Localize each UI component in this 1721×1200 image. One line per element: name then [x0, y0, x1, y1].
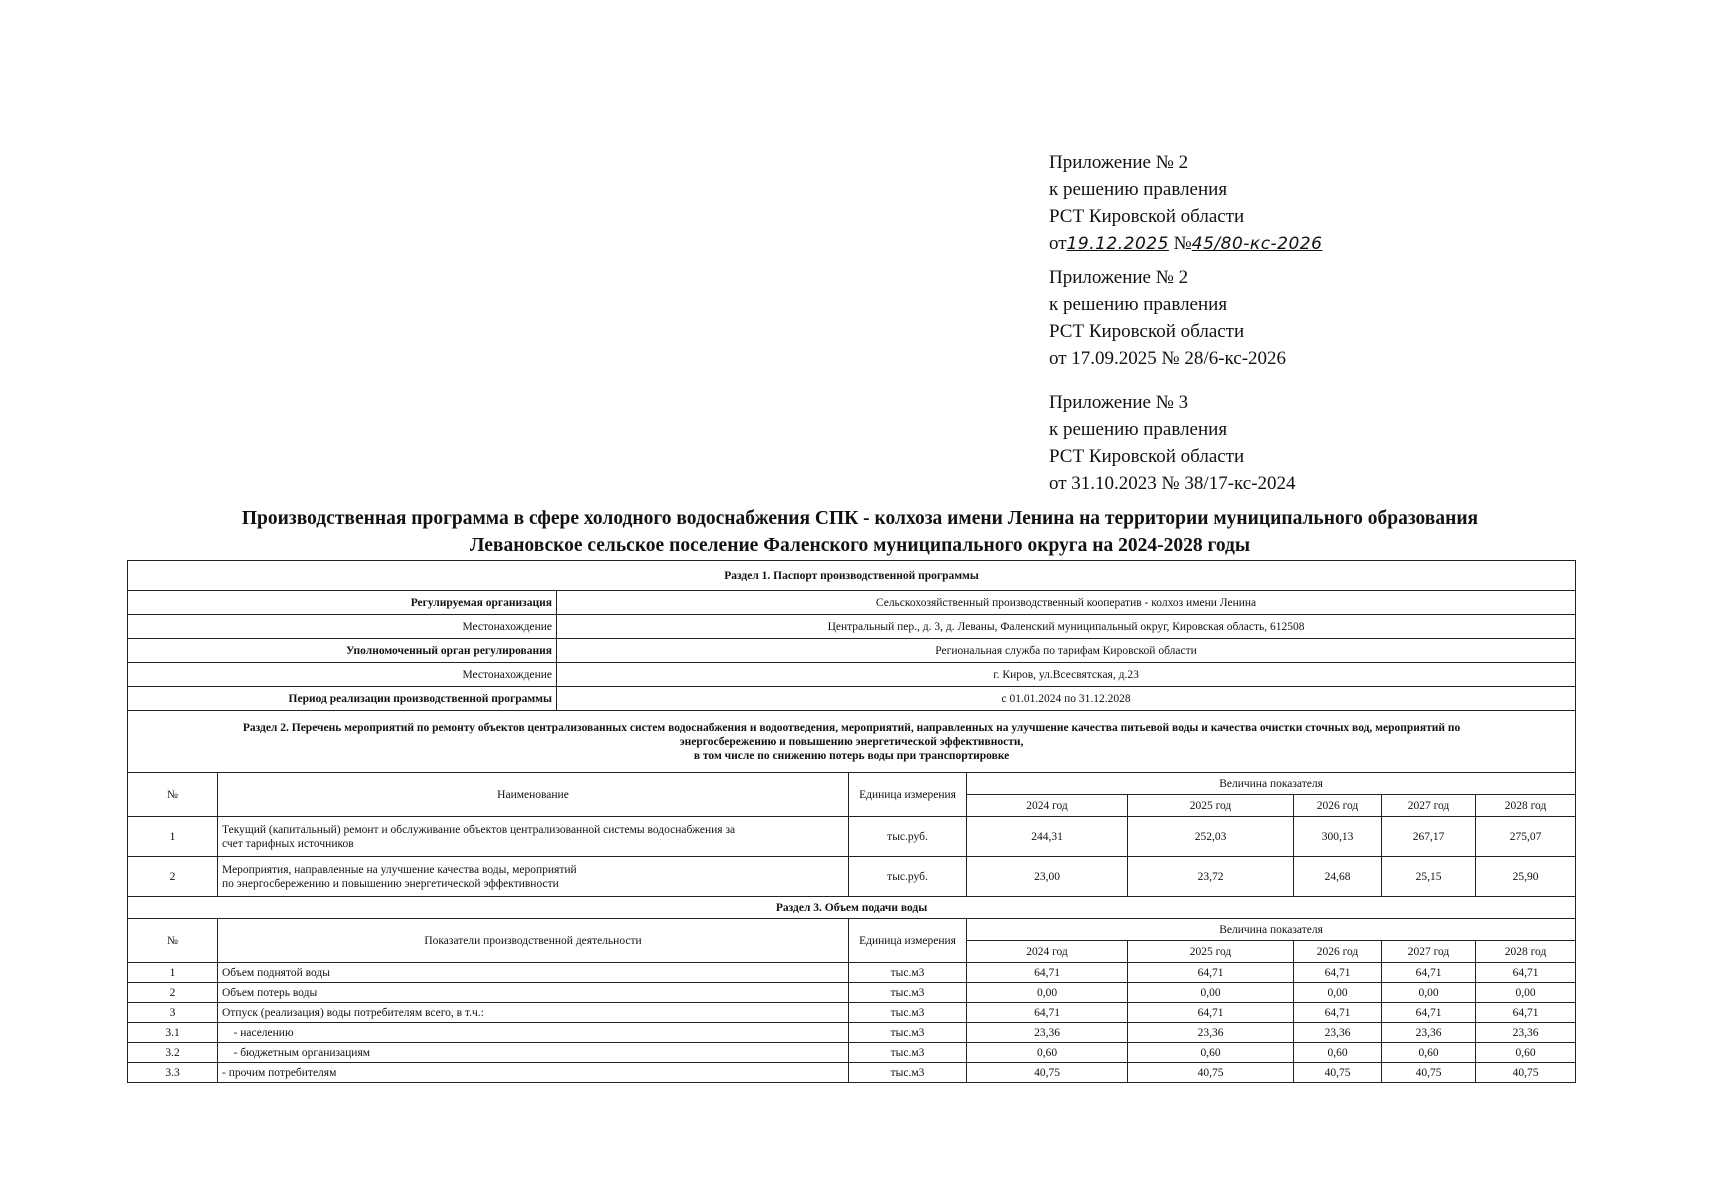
row-name — [218, 857, 849, 897]
row-value: 23,36 — [1476, 1023, 1576, 1043]
row-num: 2 — [128, 857, 218, 897]
row-unit: тыс.м3 — [849, 1023, 967, 1043]
row-value: 64,71 — [1128, 1003, 1294, 1023]
col-header-unit: Единица измерения — [849, 919, 967, 963]
table-row — [128, 983, 1576, 1003]
authority-name: РСТ Кировской области — [1049, 206, 1245, 227]
decision-date-line — [1049, 230, 1322, 258]
row-value: 23,36 — [1382, 1023, 1476, 1043]
authority-name: РСТ Кировской области — [1049, 321, 1245, 342]
row-value: 64,71 — [1476, 1003, 1576, 1023]
row-name-line-1: Текущий (капитальный) ремонт и обслуживание объектов централизованной системы водоснабжения за — [222, 823, 736, 836]
year-header: 2026 год — [1294, 795, 1382, 817]
appendix-header-previous — [1049, 264, 1286, 372]
table-row — [128, 1023, 1576, 1043]
table-row — [128, 1063, 1576, 1083]
row-unit: тыс.руб. — [849, 857, 967, 897]
handwritten-date: 19.12.2025 — [1066, 234, 1169, 254]
date-prefix: от — [1049, 233, 1067, 254]
section2-heading-line-3: в том числе по снижению потерь воды при транспортировке — [693, 749, 1010, 762]
row-num: 3.2 — [128, 1043, 218, 1063]
year-header: 2027 год — [1382, 795, 1476, 817]
year-header: 2025 год — [1128, 795, 1294, 817]
appendix-header-current — [1049, 149, 1322, 258]
decision-ref: к решению правления — [1049, 179, 1228, 200]
row-name — [218, 817, 849, 857]
passport-value: Региональная служба по тарифам Кировской области — [557, 639, 1576, 663]
row-name: Объем потерь воды — [218, 983, 849, 1003]
table-row — [128, 817, 1576, 857]
table-row — [128, 1003, 1576, 1023]
section3-heading: Раздел 3. Объем подачи воды — [128, 897, 1576, 919]
col-header-name: Наименование — [218, 773, 849, 817]
row-value: 64,71 — [967, 963, 1128, 983]
appendix-number: Приложение № 2 — [1049, 152, 1189, 173]
section2-heading-line-1: Раздел 2. Перечень мероприятий по ремонту объектов централизованных систем водоснабжения и водоотведения, мероприятий, направленных на улучшение качества питьевой воды и качества очистки сточных вод, мероприятий по — [242, 721, 1461, 734]
year-header: 2025 год — [1128, 941, 1294, 963]
row-value: 24,68 — [1294, 857, 1382, 897]
row-value: 0,00 — [1294, 983, 1382, 1003]
row-num: 2 — [128, 983, 218, 1003]
row-name: - бюджетным организациям — [218, 1043, 849, 1063]
decision-ref: к решению правления — [1049, 294, 1228, 315]
year-header: 2028 год — [1476, 941, 1576, 963]
document-title — [120, 505, 1600, 559]
col-header-num: № — [128, 773, 218, 817]
row-unit: тыс.м3 — [849, 1003, 967, 1023]
section1-heading: Раздел 1. Паспорт производственной программы — [128, 561, 1576, 591]
passport-label: Уполномоченный орган регулирования — [128, 639, 557, 663]
col-header-value: Величина показателя — [967, 919, 1576, 941]
appendix-number: Приложение № 3 — [1049, 392, 1189, 413]
row-value: 23,00 — [967, 857, 1128, 897]
row-value: 0,00 — [1382, 983, 1476, 1003]
row-value: 64,71 — [1382, 963, 1476, 983]
passport-row — [128, 591, 1576, 615]
row-value: 0,00 — [1476, 983, 1576, 1003]
passport-label: Регулируемая организация — [128, 591, 557, 615]
row-value: 23,36 — [1128, 1023, 1294, 1043]
passport-row — [128, 639, 1576, 663]
row-value: 0,00 — [1128, 983, 1294, 1003]
year-header: 2026 год — [1294, 941, 1382, 963]
table-row — [128, 857, 1576, 897]
row-unit: тыс.м3 — [849, 963, 967, 983]
row-value: 0,60 — [967, 1043, 1128, 1063]
col-header-name: Показатели производственной деятельности — [218, 919, 849, 963]
title-line-1: Производственная программа в сфере холодного водоснабжения СПК - колхоза имени Ленина на территории муниципального образования — [241, 508, 1479, 529]
row-value: 0,00 — [967, 983, 1128, 1003]
row-name: - прочим потребителям — [218, 1063, 849, 1083]
row-value: 0,60 — [1382, 1043, 1476, 1063]
passport-row — [128, 687, 1576, 711]
row-name: Отпуск (реализация) воды потребителям всего, в т.ч.: — [218, 1003, 849, 1023]
col-header-num: № — [128, 919, 218, 963]
row-value: 25,15 — [1382, 857, 1476, 897]
passport-label: Местонахождение — [128, 615, 557, 639]
row-value: 25,90 — [1476, 857, 1576, 897]
passport-row — [128, 615, 1576, 639]
production-program-table — [127, 560, 1576, 1083]
row-value: 0,60 — [1294, 1043, 1382, 1063]
row-num: 3.1 — [128, 1023, 218, 1043]
decision-date: от 17.09.2025 № 28/6-кс-2026 — [1049, 348, 1287, 369]
row-num: 1 — [128, 963, 218, 983]
row-value: 64,71 — [1294, 1003, 1382, 1023]
row-value: 252,03 — [1128, 817, 1294, 857]
row-value: 40,75 — [1382, 1063, 1476, 1083]
row-value: 64,71 — [967, 1003, 1128, 1023]
passport-value: г. Киров, ул.Всесвятская, д.23 — [557, 663, 1576, 687]
table-row — [128, 963, 1576, 983]
number-prefix: № — [1173, 233, 1192, 254]
passport-label: Период реализации производственной программы — [128, 687, 557, 711]
row-num: 3 — [128, 1003, 218, 1023]
row-num: 1 — [128, 817, 218, 857]
row-name: - населению — [218, 1023, 849, 1043]
row-name-line-2: по энергосбережению и повышению энергетической эффективности — [222, 877, 559, 890]
row-unit: тыс.м3 — [849, 1043, 967, 1063]
passport-value: с 01.01.2024 по 31.12.2028 — [557, 687, 1576, 711]
appendix-number: Приложение № 2 — [1049, 267, 1189, 288]
row-name-line-2: счет тарифных источников — [222, 837, 354, 850]
row-value: 64,71 — [1476, 963, 1576, 983]
row-value: 40,75 — [1294, 1063, 1382, 1083]
row-value: 267,17 — [1382, 817, 1476, 857]
row-value: 64,71 — [1128, 963, 1294, 983]
col-header-value: Величина показателя — [967, 773, 1576, 795]
row-value: 23,36 — [967, 1023, 1128, 1043]
passport-value: Сельскохозяйственный производственный кооператив - колхоз имени Ленина — [557, 591, 1576, 615]
appendix-header-original — [1049, 389, 1296, 497]
passport-value: Центральный пер., д. 3, д. Леваны, Фаленский муниципальный округ, Кировская область, 612508 — [557, 615, 1576, 639]
decision-ref: к решению правления — [1049, 419, 1228, 440]
row-name: Объем поднятой воды — [218, 963, 849, 983]
row-unit: тыс.руб. — [849, 817, 967, 857]
passport-row — [128, 663, 1576, 687]
row-value: 0,60 — [1128, 1043, 1294, 1063]
title-line-2: Левановское сельское поселение Фаленского муниципального округа на 2024-2028 годы — [469, 535, 1251, 556]
row-value: 64,71 — [1382, 1003, 1476, 1023]
row-unit: тыс.м3 — [849, 1063, 967, 1083]
decision-date: от 31.10.2023 № 38/17-кс-2024 — [1049, 473, 1296, 494]
authority-name: РСТ Кировской области — [1049, 446, 1245, 467]
row-value: 40,75 — [967, 1063, 1128, 1083]
table-row — [128, 1043, 1576, 1063]
year-header: 2028 год — [1476, 795, 1576, 817]
row-value: 275,07 — [1476, 817, 1576, 857]
section2-heading — [128, 711, 1576, 773]
row-value: 40,75 — [1128, 1063, 1294, 1083]
row-name-line-1: Мероприятия, направленные на улучшение качества воды, мероприятий — [222, 863, 577, 876]
year-header: 2027 год — [1382, 941, 1476, 963]
row-value: 64,71 — [1294, 963, 1382, 983]
row-value: 244,31 — [967, 817, 1128, 857]
passport-label: Местонахождение — [128, 663, 557, 687]
row-value: 23,72 — [1128, 857, 1294, 897]
row-value: 300,13 — [1294, 817, 1382, 857]
row-value: 23,36 — [1294, 1023, 1382, 1043]
section2-heading-line-2: энергосбережению и повышению энергетической эффективности, — [679, 735, 1024, 748]
row-value: 40,75 — [1476, 1063, 1576, 1083]
row-value: 0,60 — [1476, 1043, 1576, 1063]
col-header-unit: Единица измерения — [849, 773, 967, 817]
row-num: 3.3 — [128, 1063, 218, 1083]
year-header: 2024 год — [967, 795, 1128, 817]
handwritten-number: 45/80-кс-2026 — [1191, 234, 1323, 254]
row-unit: тыс.м3 — [849, 983, 967, 1003]
year-header: 2024 год — [967, 941, 1128, 963]
